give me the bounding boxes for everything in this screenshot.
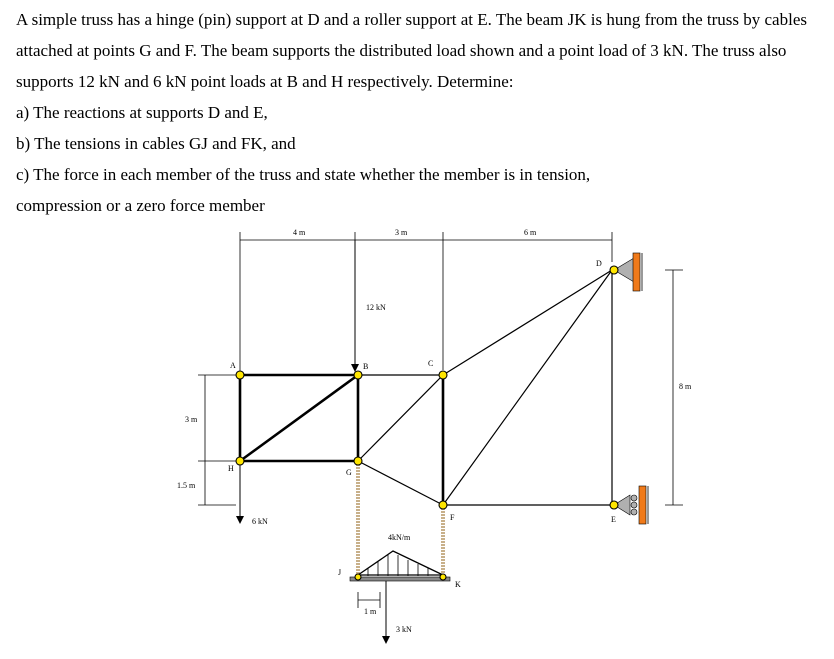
label-node-f: F — [450, 513, 455, 522]
dim-top-4m: 4 m — [293, 228, 306, 237]
load-3kn-label: 3 kN — [396, 625, 412, 634]
label-node-g: G — [346, 468, 352, 477]
dim-left-1-5m: 1.5 m — [177, 481, 196, 490]
dim-top-3m: 3 m — [395, 228, 408, 237]
label-node-e: E — [611, 515, 616, 524]
node-b — [354, 371, 362, 379]
label-node-h: H — [228, 464, 234, 473]
member-fd — [443, 270, 612, 505]
node-g — [354, 457, 362, 465]
node-f — [439, 501, 447, 509]
member-hb — [240, 375, 358, 461]
truss-members — [240, 270, 612, 505]
node-h — [236, 457, 244, 465]
member-gf — [358, 461, 443, 505]
dim-bottom-1m: 1 m — [364, 607, 377, 616]
label-node-d: D — [596, 259, 602, 268]
problem-part-a: a) The reactions at supports D and E, — [16, 103, 268, 122]
problem-part-c-line1: c) The force in each member of the truss and state whether the member is in tension, — [16, 165, 591, 184]
problem-part-c-line2: compression or a zero force member — [16, 196, 265, 215]
support-d — [614, 253, 642, 291]
support-e — [614, 486, 648, 524]
label-node-a: A — [230, 361, 236, 370]
load-12kn-label: 12 kN — [366, 303, 386, 312]
distributed-load-triangle — [358, 551, 443, 575]
label-node-c: C — [428, 359, 434, 368]
node-a — [236, 371, 244, 379]
node-j — [355, 574, 361, 580]
dimension-lines — [198, 232, 683, 608]
distributed-load-label: 4kN/m — [388, 533, 411, 542]
member-gc — [358, 375, 443, 461]
label-node-j: J — [338, 568, 342, 577]
problem-part-b: b) The tensions in cables GJ and FK, and — [16, 134, 296, 153]
beam-jk — [350, 551, 450, 581]
dim-top-6m: 6 m — [524, 228, 537, 237]
member-cd — [443, 270, 612, 375]
problem-intro: A simple truss has a hinge (pin) support at D and a roller support at E. The beam JK is hung from the truss by cables attached at points G and F. The beam supports the distributed load shown and a point load of 3 kN. The truss also supports 12 kN and 6 kN point loads at B and H respectively. Determine: — [16, 10, 807, 91]
node-d — [610, 266, 618, 274]
load-6kn-label: 6 kN — [252, 517, 268, 526]
node-c — [439, 371, 447, 379]
node-k — [440, 574, 446, 580]
label-node-k: K — [455, 580, 461, 589]
node-e — [610, 501, 618, 509]
label-node-b: B — [363, 362, 369, 371]
dim-left-3m: 3 m — [185, 415, 198, 424]
load-arrows — [236, 240, 390, 644]
cables — [358, 461, 443, 580]
dim-right-8m: 8 m — [679, 382, 692, 391]
